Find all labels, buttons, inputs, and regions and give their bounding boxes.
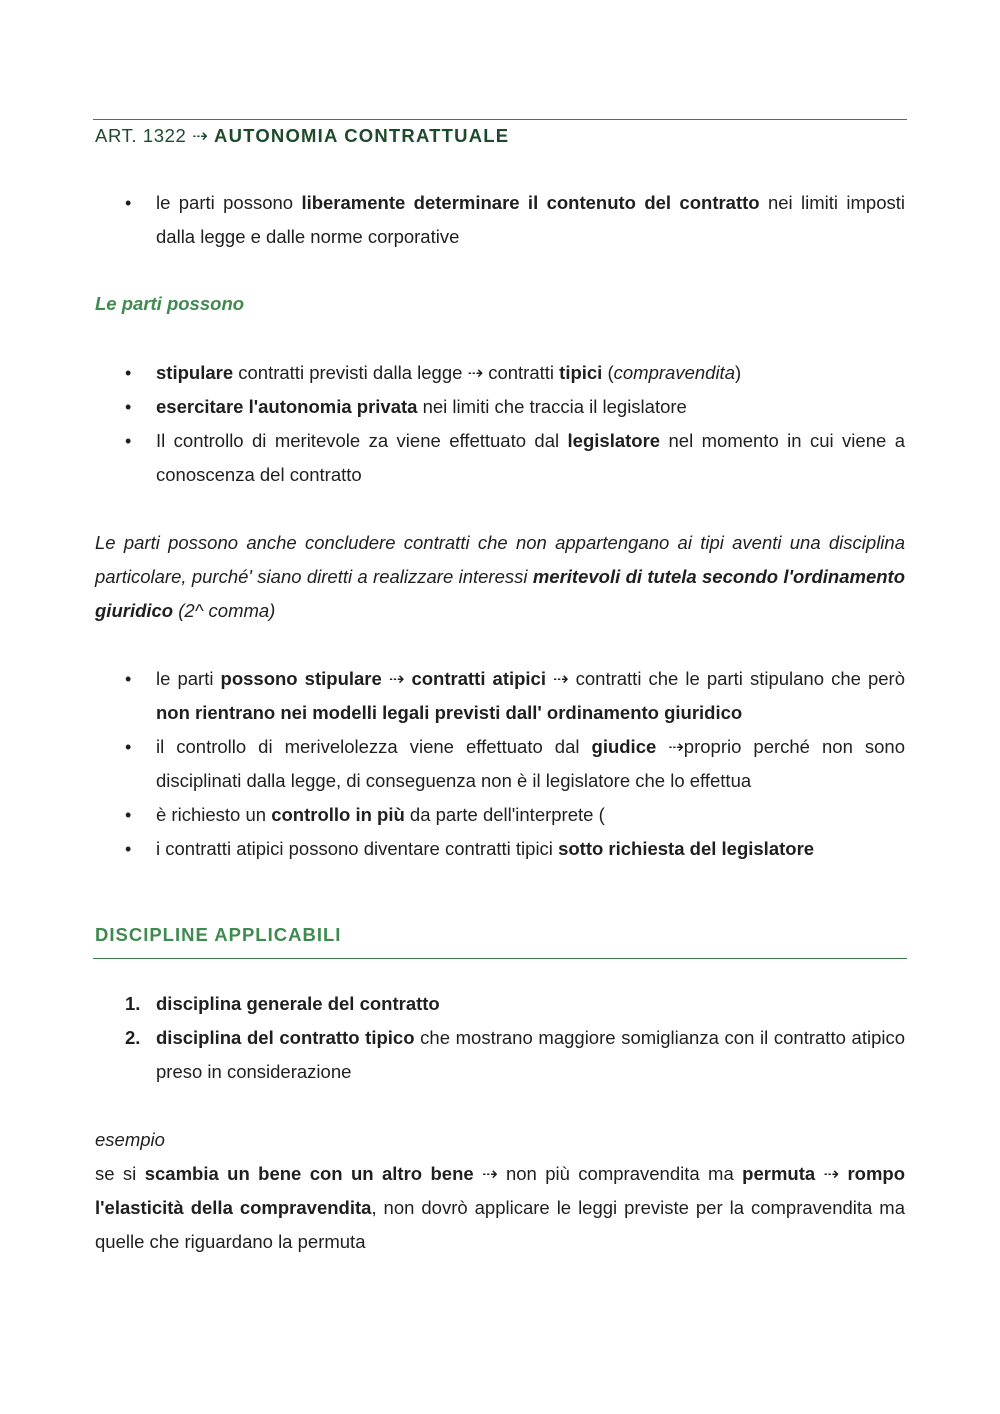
bullet-icon: • [125, 805, 132, 825]
list-item: • è richiesto un controllo in più da parte dell'interprete ( [95, 798, 905, 832]
list-item: • esercitare l'autonomia privata nei limiti che traccia il legislatore [95, 390, 905, 424]
top-divider [93, 119, 907, 120]
atypical-paragraph: Le parti possono anche concludere contratti che non appartengano ai tipi aventi una disciplina particolare, purché' siano diretti a realizzare interessi meritevoli di tutela secondo l'ordinamento giuridico (2^ comma) [95, 532, 905, 621]
example-paragraph: se si scambia un bene con un altro bene ⇢ non più compravendita ma permuta ⇢ rompo l'elasticità della compravendita, non dovrò applicare le leggi previste per la compravendita ma quelle che riguardano la permuta [95, 1163, 906, 1252]
list-number: 1. [125, 993, 141, 1014]
bullet-icon: • [125, 669, 132, 689]
intro-list [95, 186, 905, 254]
bullet-icon: • [125, 363, 132, 383]
list-item: • stipulare contratti previsti dalla legge ⇢ contratti tipici (compravendita) [95, 356, 905, 390]
discipline-list [95, 987, 905, 1089]
article-title: AUTONOMIA CONTRATTUALE [214, 125, 510, 146]
parti-possono-list [95, 356, 905, 492]
example-label: esempio [95, 1129, 165, 1150]
list-item: • le parti possono stipulare ⇢ contratti atipici ⇢ contratti che le parti stipulano che però non rientrano nei modelli legali previsti dall' ordinamento giuridico [95, 662, 905, 730]
bullet-icon: • [125, 839, 132, 859]
list-item: 1. disciplina generale del contratto [95, 987, 905, 1021]
bullet-icon: • [125, 431, 132, 451]
bullet-icon: • [125, 193, 132, 213]
list-item: • i contratti atipici possono diventare contratti tipici sotto richiesta del legislatore [95, 832, 905, 866]
section-divider [93, 958, 907, 959]
list-item: • Il controllo di meritevole za viene effettuato dal legislatore nel momento in cui viene a conoscenza del contratto [95, 424, 905, 492]
bullet-icon: • [125, 397, 132, 417]
list-item: • le parti possono liberamente determinare il contenuto del contratto nei limiti imposti dalla legge e dalle norme corporative [95, 186, 905, 254]
article-number: ART. 1322 ⇢ [95, 125, 215, 146]
article-heading [95, 121, 509, 151]
list-number: 2. [125, 1027, 141, 1048]
list-item: • il controllo di merivelolezza viene effettuato dal giudice ⇢proprio perché non sono disciplinati dalla legge, di conseguenza non è il legislatore che lo effettua [95, 730, 905, 798]
bullet-icon: • [125, 737, 132, 757]
atipici-list [95, 662, 905, 866]
section-heading: DISCIPLINE APPLICABILI [95, 924, 342, 945]
section-subheading: Le parti possono [95, 293, 245, 314]
list-item: 2. disciplina del contratto tipico che mostrano maggiore somiglianza con il contratto atipico preso in considerazione [95, 1021, 905, 1089]
